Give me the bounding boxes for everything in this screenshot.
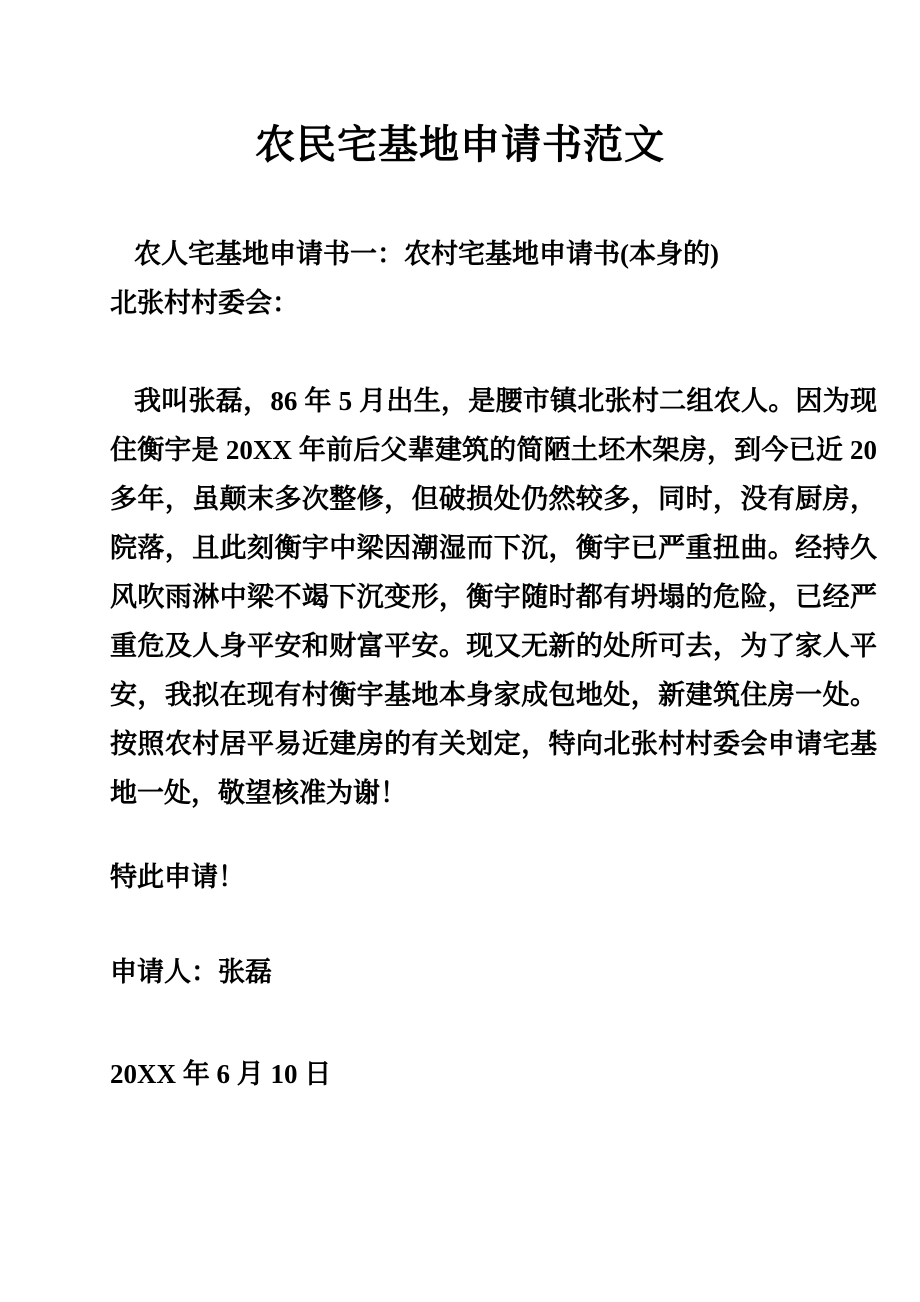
body-paragraph: 我叫张磊，86 年 5 月出生，是腰市镇北张村二组农人。因为现住衡宇是 20XX 年前后父辈建筑的简陋土坯木架房，到今已近 20 多年，虽颠末多次整修，但破损处仍然较多，同时，没有厨房，院落，且此刻衡宇中梁因潮湿而下沉，衡宇已严重扭曲。经持久风吹雨淋中梁不竭下沉变形，衡宇随时都有坍塌的危险，已经严重危及人身平安和财富平安。现又无新的处所可去，为了家人平安，我拟在现有村衡宇基地本身家成包地处，新建筑住房一处。按照农村居平易近建房的有关划定，特向北张村村委会申请宅基地一处，敬望核准为谢！ (110, 386, 877, 808)
date-line: 20XX 年 6 月 10 日 (110, 1059, 332, 1089)
document-body (110, 230, 877, 1099)
applicant-line: 申请人：张磊 (110, 957, 272, 987)
closing-paragraph: 特此申请！ (110, 862, 245, 892)
document-title: 农民宅基地申请书范文 (255, 122, 665, 167)
salutation-line: 北张村村委会： (110, 288, 299, 318)
subtitle-paragraph: 农人宅基地申请书一：农村宅基地申请书(本身的) (134, 239, 719, 269)
